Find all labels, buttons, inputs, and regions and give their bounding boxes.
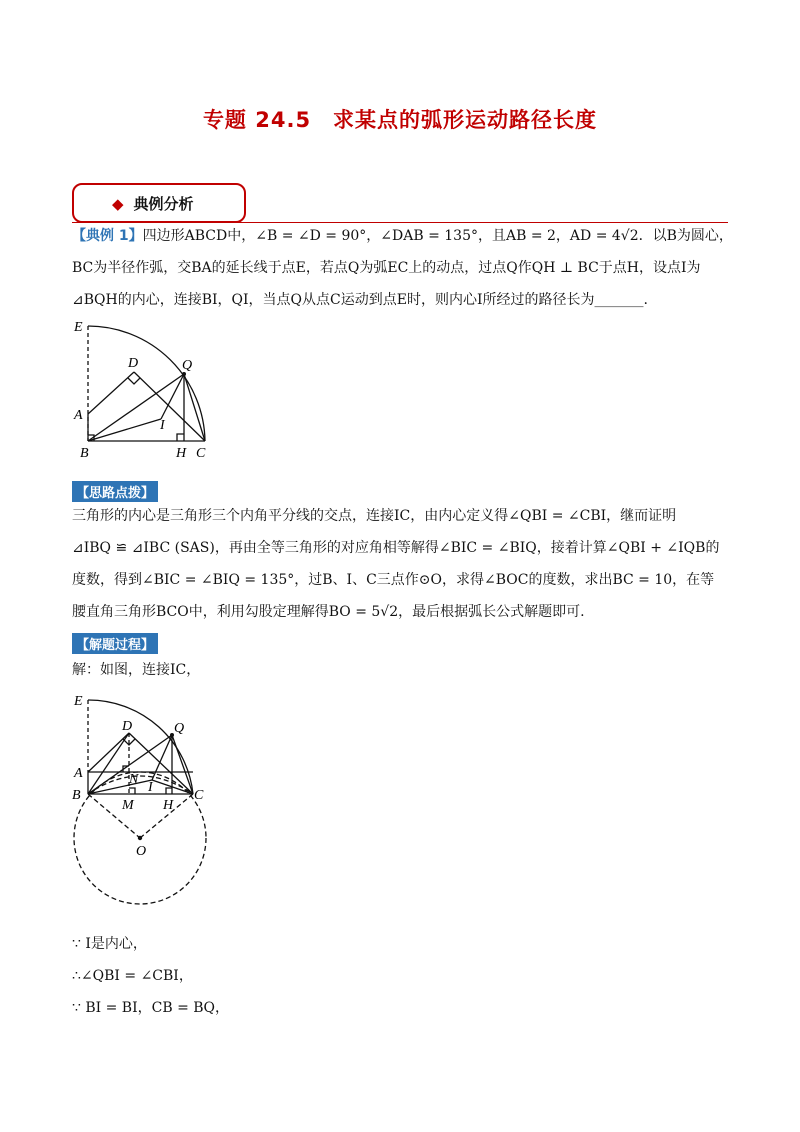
label-Q-2: Q — [174, 721, 185, 736]
banner-label: 典例分析 — [133, 195, 194, 213]
label-D: D — [128, 356, 139, 371]
label-M-2: M — [122, 798, 134, 813]
example-line-2: BC为半径作弧，交BA的延长线于点E，若点Q为弧EC上的动点，过点Q作QH ⊥ BC于点H，设点I为 — [72, 260, 701, 276]
label-D-2: D — [122, 719, 133, 734]
step-1: ∵ I是内心， — [72, 936, 147, 952]
section-rule — [72, 222, 728, 223]
right-angle-H-2 — [166, 788, 172, 794]
label-I: I — [160, 418, 165, 433]
segment-AD — [88, 372, 134, 414]
example-text-1: 四边形ABCD中，∠B = ∠D = 90°，∠DAB = 135°，且AB = 2，AD = 4√2．以B为圆心， — [142, 228, 733, 244]
step-2: ∴∠QBI = ∠CBI， — [72, 968, 193, 984]
arc-EC-2 — [88, 700, 193, 794]
example-line-3: ⊿BQH的内心，连接BI，QI，当点Q从点C运动到点E时，则内心I所经过的路径长为_______. — [72, 292, 648, 308]
label-I-2: I — [148, 780, 153, 795]
label-Q: Q — [182, 358, 193, 373]
label-A: A — [74, 408, 83, 423]
label-H: H — [176, 446, 187, 461]
label-B: B — [80, 446, 89, 461]
figure-2 — [66, 688, 216, 910]
label-B-2: B — [72, 788, 81, 803]
hint-tag: 【思路点拨】 — [72, 481, 158, 502]
right-angle-M — [129, 788, 135, 794]
label-C: C — [196, 446, 206, 461]
label-E-2: E — [74, 694, 83, 709]
label-O-2: O — [136, 844, 147, 859]
label-N-2: N — [129, 772, 139, 787]
label-H-2: H — [163, 798, 174, 813]
section-banner — [72, 183, 246, 223]
example-tag: 【典例 1】 — [72, 228, 143, 244]
hint-line-4: 腰直角三角形BCO中，利用勾股定理解得BO = 5√2，最后根据弧长公式解题即可. — [72, 604, 585, 620]
hint-line-3: 度数，得到∠BIC = ∠BIQ = 135°，过B、I、C三点作⊙O，求得∠BOC的度数，求出BC = 10，在等 — [72, 572, 715, 588]
segment-BI — [88, 419, 161, 441]
step-3: ∵ BI = BI，CB = BQ， — [72, 1000, 230, 1016]
solution-intro: 解：如图，连接IC， — [72, 662, 201, 678]
example-line-1 — [72, 226, 732, 246]
segment-QI — [161, 374, 184, 419]
hint-line-2: ⊿IBQ ≌ ⊿IBC (SAS)，再由全等三角形的对应角相等解得∠BIC = ∠BIQ，接着计算∠QBI + ∠IQB的 — [72, 540, 720, 556]
right-angle-D — [128, 378, 140, 384]
label-A-2: A — [74, 766, 83, 781]
label-E: E — [74, 320, 83, 335]
right-angle-H — [177, 434, 184, 441]
segment-QC-2 — [172, 735, 193, 794]
solution-tag: 【解题过程】 — [72, 633, 158, 654]
figure-1 — [66, 316, 226, 461]
segment-BD-2 — [88, 733, 129, 794]
label-C-2: C — [194, 788, 204, 803]
page-title: 专题 24.5 求某点的弧形运动路径长度 — [202, 108, 598, 132]
diamond-icon: ◆ — [112, 195, 124, 213]
hint-line-1: 三角形的内心是三角形三个内角平分线的交点，连接IC，由内心定义得∠QBI = ∠CBI，继而证明 — [72, 508, 677, 524]
